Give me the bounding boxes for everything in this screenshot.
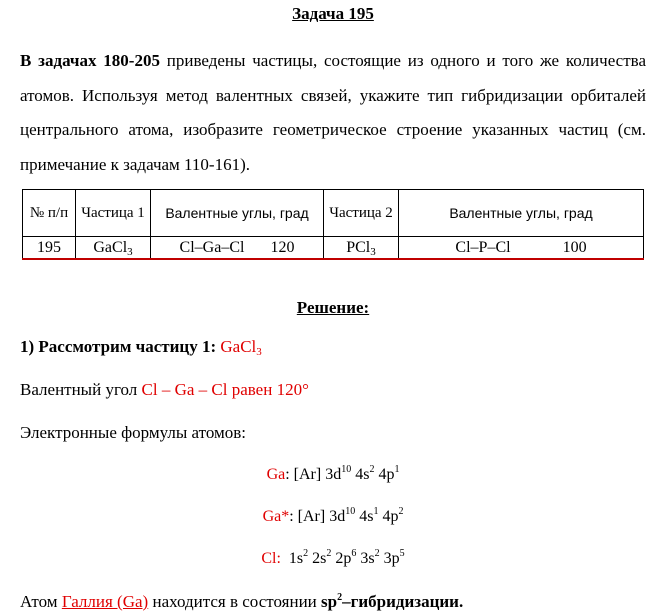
hyb-base: sp bbox=[321, 592, 338, 611]
formula-cl-2s-exp: 2 bbox=[326, 548, 332, 559]
table-header-row bbox=[23, 190, 644, 237]
header-particle-1: Частица 1 bbox=[76, 190, 151, 237]
header-particle-2: Частица 2 bbox=[324, 190, 399, 237]
formula-ga-excited bbox=[0, 508, 666, 526]
cell-angle-2 bbox=[399, 237, 644, 260]
hyb-element: Галлия (Ga) bbox=[61, 592, 149, 611]
step-1-formula-base: GaCl bbox=[220, 337, 257, 356]
formula-ga-star-s: 4s bbox=[355, 508, 374, 525]
hyb-mid: находится в состоянии bbox=[148, 592, 322, 611]
formula-cl bbox=[0, 550, 666, 568]
hyb-pre: Атом bbox=[20, 592, 62, 611]
angle-1-bond: Cl–Ga–Cl bbox=[179, 238, 245, 256]
particle-1-sub: 3 bbox=[127, 245, 133, 258]
valence-value: Cl – Ga – Cl равен 120° bbox=[141, 380, 309, 399]
formula-ga-star-s-exp: 1 bbox=[373, 506, 379, 517]
formula-cl-1s-exp: 2 bbox=[303, 548, 309, 559]
table-row bbox=[23, 237, 644, 260]
particle-1-base: GaCl bbox=[93, 238, 128, 256]
cell-num: 195 bbox=[23, 237, 76, 260]
formula-cl-label: Cl: bbox=[261, 550, 281, 567]
formula-ga-p: 4p bbox=[374, 466, 395, 483]
header-angles-2: Валентные углы, град bbox=[399, 190, 644, 237]
step-1-heading bbox=[20, 337, 262, 357]
formula-ga-label: Ga bbox=[266, 466, 286, 483]
cell-angle-1 bbox=[151, 237, 324, 260]
formula-cl-1s: 1s bbox=[280, 550, 304, 567]
particle-2-sub: 3 bbox=[370, 245, 376, 258]
cell-particle-1 bbox=[76, 237, 151, 260]
step-1-label: 1) Рассмотрим частицу 1: bbox=[20, 337, 221, 356]
task-lead: В задачах 180-205 bbox=[20, 51, 160, 70]
formula-cl-3s-exp: 2 bbox=[374, 548, 380, 559]
header-num: № п/п bbox=[23, 190, 76, 237]
solution-title: Решение: bbox=[296, 298, 370, 317]
task-text: приведены частицы, состоящие из одного и того же количества атомов. Используя метод валентных связей, укажите тип гибридизации орбиталей центрального атома, изобразите геометрическое строение указанных частиц (см. примечание к задачам 110-161). bbox=[20, 51, 646, 174]
formula-ga-star-d-exp: 10 bbox=[345, 506, 356, 517]
angle-2-value: 100 bbox=[562, 238, 587, 256]
formula-ga-star-label: Ga* bbox=[262, 508, 290, 525]
formula-cl-2s: 2s bbox=[308, 550, 327, 567]
valence-angle-line bbox=[20, 380, 309, 400]
formula-ga-star-p-exp: 2 bbox=[398, 506, 404, 517]
task-title: Задача 195 bbox=[292, 4, 374, 23]
formula-ga-d-exp: 10 bbox=[341, 464, 352, 475]
particle-2-base: PCl bbox=[346, 238, 371, 256]
angle-1-value: 120 bbox=[270, 238, 295, 256]
formula-cl-3p: 3p bbox=[379, 550, 400, 567]
angle-2-bond: Cl–P–Cl bbox=[455, 238, 511, 256]
formula-ga-s-exp: 2 bbox=[369, 464, 375, 475]
formula-ga-star-d: : [Ar] 3d bbox=[289, 508, 346, 525]
formula-ga-p-exp: 1 bbox=[394, 464, 400, 475]
hybridization-line bbox=[20, 592, 463, 612]
step-1-formula-sub: 3 bbox=[256, 346, 262, 358]
step-1-formula bbox=[220, 337, 261, 356]
formula-ga-d: : [Ar] 3d bbox=[285, 466, 342, 483]
formula-ga-s: 4s bbox=[351, 466, 370, 483]
formula-cl-2p: 2p bbox=[331, 550, 352, 567]
electron-heading: Электронные формулы атомов: bbox=[20, 423, 247, 442]
formula-ga bbox=[0, 466, 666, 484]
formula-ga-star-p: 4p bbox=[378, 508, 399, 525]
formula-cl-2p-exp: 6 bbox=[351, 548, 357, 559]
cell-particle-2 bbox=[324, 237, 399, 260]
header-angles-1: Валентные углы, град bbox=[151, 190, 324, 237]
particles-table bbox=[22, 189, 644, 260]
task-statement bbox=[20, 44, 646, 182]
valence-label: Валентный угол bbox=[20, 380, 142, 399]
hyb-tail: –гибридизации. bbox=[342, 592, 464, 611]
formula-cl-3s: 3s bbox=[356, 550, 375, 567]
formula-cl-3p-exp: 5 bbox=[399, 548, 405, 559]
hyb-exp: 2 bbox=[337, 592, 343, 603]
